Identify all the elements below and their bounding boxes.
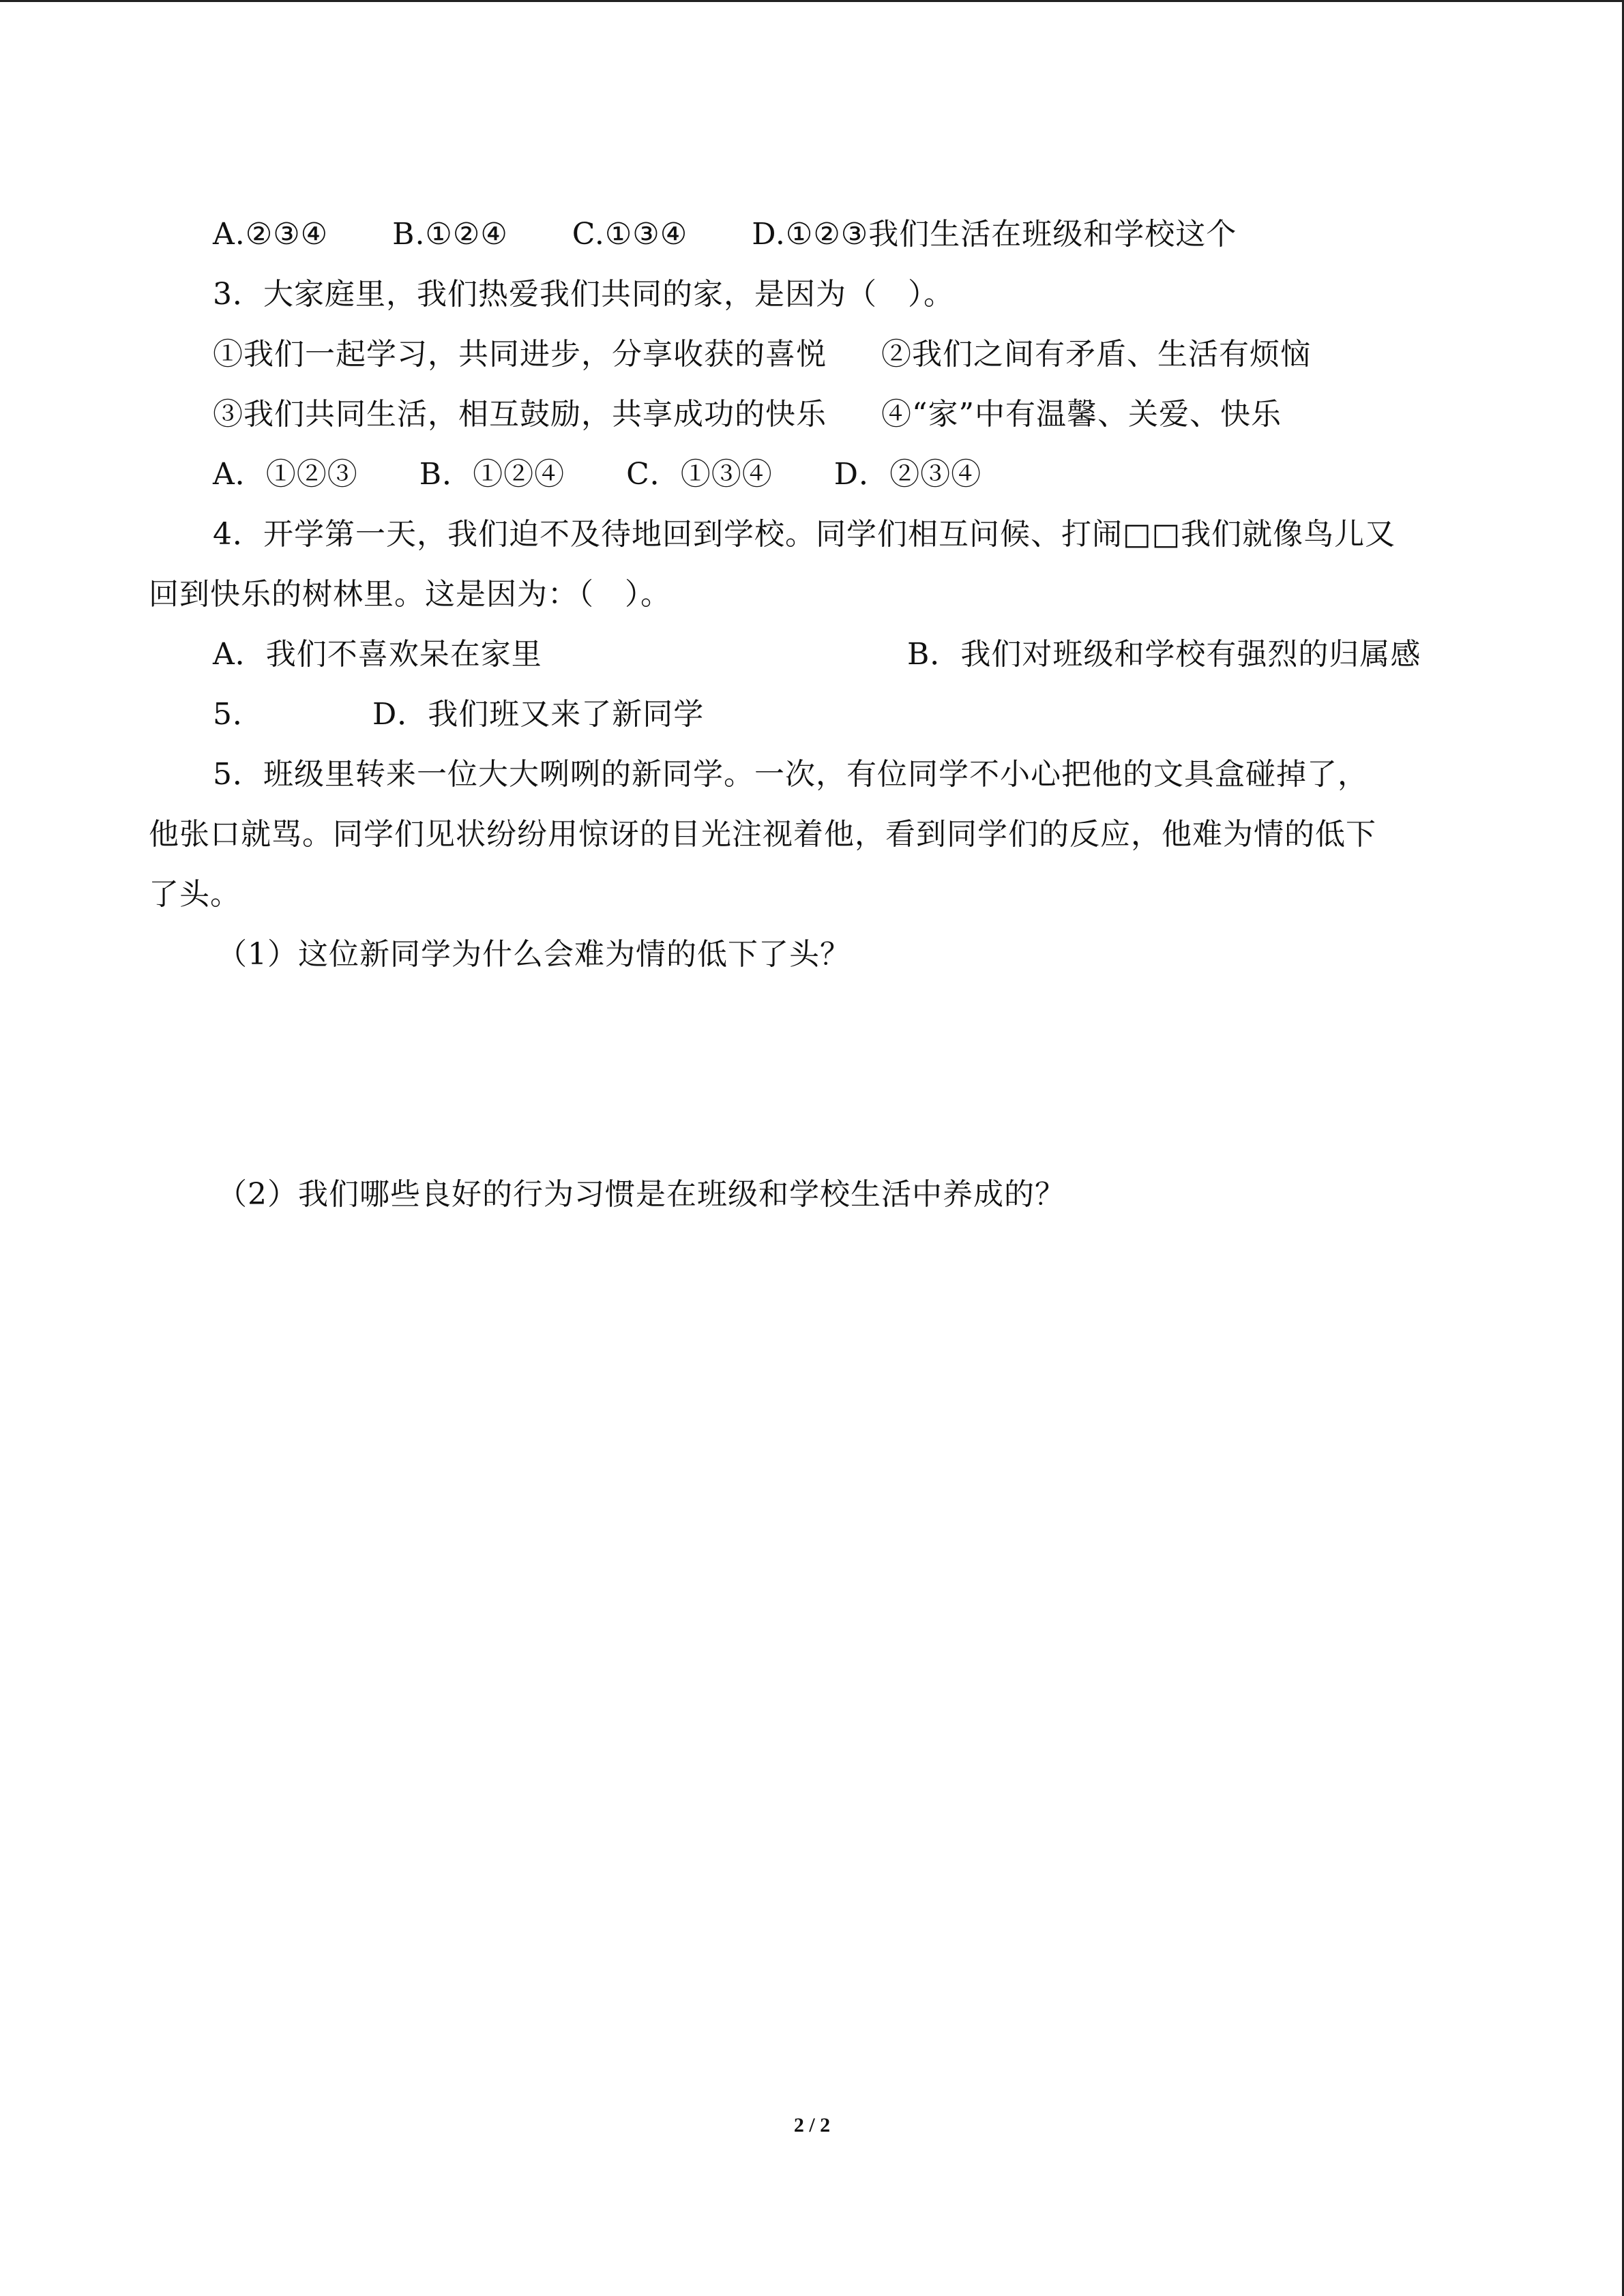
q3-item-4: ④“家”中有温馨、关爱、快乐: [881, 397, 1282, 432]
q5-stem-line-3: 了头。: [149, 877, 241, 912]
q2-option-d: D.①②③我们生活在班级和学校这个: [752, 217, 1237, 252]
q3-stem: 3．大家庭里，我们热爱我们共同的家，是因为（ ）。: [213, 277, 954, 312]
q3-option-a: A．①②③: [213, 457, 358, 492]
q3-item-1: ①我们一起学习，共同进步，分享收获的喜悦: [213, 337, 827, 372]
q5-subquestion-2: （2）我们哪些良好的行为习惯是在班级和学校生活中养成的？: [217, 1177, 1065, 1212]
q3-option-b: B．①②④: [419, 457, 565, 492]
q3-option-d: D．②③④: [833, 457, 982, 492]
q5-subquestion-1: （1）这位新同学为什么会难为情的低下了头？: [217, 937, 851, 972]
q4-option-c-number: 5．: [213, 697, 263, 732]
q2-option-a: A.②③④: [213, 217, 329, 252]
q2-option-c: C.①③④: [572, 217, 688, 252]
q3-options-row: [213, 456, 981, 494]
q4-option-b: B．我们对班级和学校有强烈的归属感: [907, 637, 1421, 672]
q3-option-c: C．①③④: [626, 457, 773, 492]
q4-option-a: A．我们不喜欢呆在家里: [213, 637, 542, 672]
q5-stem-line-2: 他张口就骂。同学们见状纷纷用惊讶的目光注视着他，看到同学们的反应，他难为情的低下: [149, 817, 1376, 852]
page-number: 2 / 2: [793, 2114, 831, 2136]
q3-item-2: ②我们之间有矛盾、生活有烦恼: [881, 337, 1311, 372]
q3-items-row-1: [213, 336, 1311, 374]
q4-stem-line-2: 回到快乐的树林里。这是因为：（ ）。: [149, 577, 671, 612]
q5-stem-line-1: 5．班级里转来一位大大咧咧的新同学。一次，有位同学不小心把他的文具盒碰掉了，: [213, 757, 1368, 792]
q2-options-row: [213, 215, 1237, 254]
page-top-border: [0, 0, 1624, 2]
q4-stem-line-1: 4．开学第一天，我们迫不及待地回到学校。同学们相互问候、打闹□□我们就像鸟儿又: [213, 517, 1396, 552]
q3-item-3: ③我们共同生活，相互鼓励，共享成功的快乐: [213, 397, 827, 432]
q3-items-row-2: [213, 396, 1282, 434]
q2-option-b: B.①②④: [392, 217, 508, 252]
q4-option-d: D．我们班又来了新同学: [372, 697, 705, 732]
q4-options-row-2: [213, 696, 704, 734]
